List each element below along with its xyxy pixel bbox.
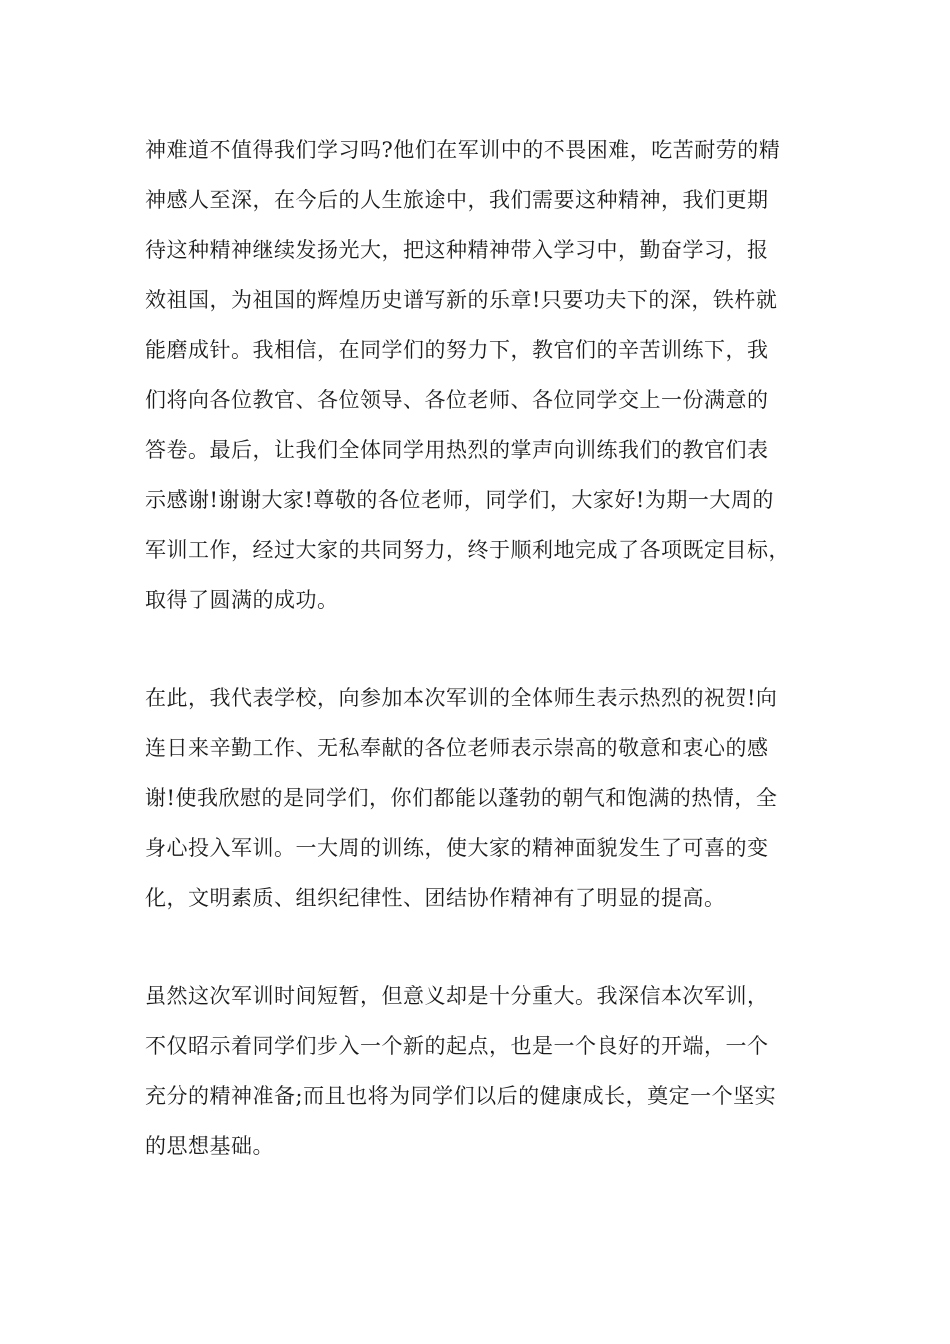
text-line: 答卷。最后，让我们全体同学用热烈的掌声向训练我们的教官们表 xyxy=(145,438,769,462)
text-line: 神感人至深，在今后的人生旅途中，我们需要这种精神，我们更期 xyxy=(145,188,769,212)
text-line: 身心投入军训。一大周的训练，使大家的精神面貌发生了可喜的变 xyxy=(145,836,769,860)
text-line: 不仅昭示着同学们步入一个新的起点，也是一个良好的开端，一个 xyxy=(145,1034,769,1058)
paragraph-1 xyxy=(145,125,825,625)
text-line: 效祖国，为祖国的辉煌历史谱写新的乐章!只要功夫下的深，铁杵就 xyxy=(145,288,778,312)
text-line: 谢!使我欣慰的是同学们，你们都能以蓬勃的朝气和饱满的热情，全 xyxy=(145,786,778,810)
text-line: 虽然这次军训时间短暂，但意义却是十分重大。我深信本次军训， xyxy=(145,984,769,1008)
text-line: 在此，我代表学校，向参加本次军训的全体师生表示热烈的祝贺!向 xyxy=(145,686,778,710)
paragraph-3 xyxy=(145,971,825,1171)
text-line: 们将向各位教官、各位领导、各位老师、各位同学交上一份满意的 xyxy=(145,388,769,412)
text-line: 能磨成针。我相信，在同学们的努力下，教官们的辛苦训练下，我 xyxy=(145,338,769,362)
text-line: 取得了圆满的成功。 xyxy=(145,588,339,612)
text-line: 待这种精神继续发扬光大，把这种精神带入学习中，勤奋学习，报 xyxy=(145,238,769,262)
paragraph-2 xyxy=(145,673,825,923)
text-line: 连日来辛勤工作、无私奉献的各位老师表示崇高的敬意和衷心的感 xyxy=(145,736,769,760)
text-line: 充分的精神准备;而且也将为同学们以后的健康成长，奠定一个坚实 xyxy=(145,1084,777,1108)
text-line: 军训工作，经过大家的共同努力，终于顺利地完成了各项既定目标， xyxy=(145,538,790,562)
text-line: 的思想基础。 xyxy=(145,1134,274,1158)
text-line: 神难道不值得我们学习吗?他们在军训中的不畏困难，吃苦耐劳的精 xyxy=(145,138,781,162)
text-line: 化，文明素质、组织纪律性、团结协作精神有了明显的提高。 xyxy=(145,886,726,910)
text-line: 示感谢!谢谢大家!尊敬的各位老师，同学们，大家好!为期一大周的 xyxy=(145,488,774,512)
